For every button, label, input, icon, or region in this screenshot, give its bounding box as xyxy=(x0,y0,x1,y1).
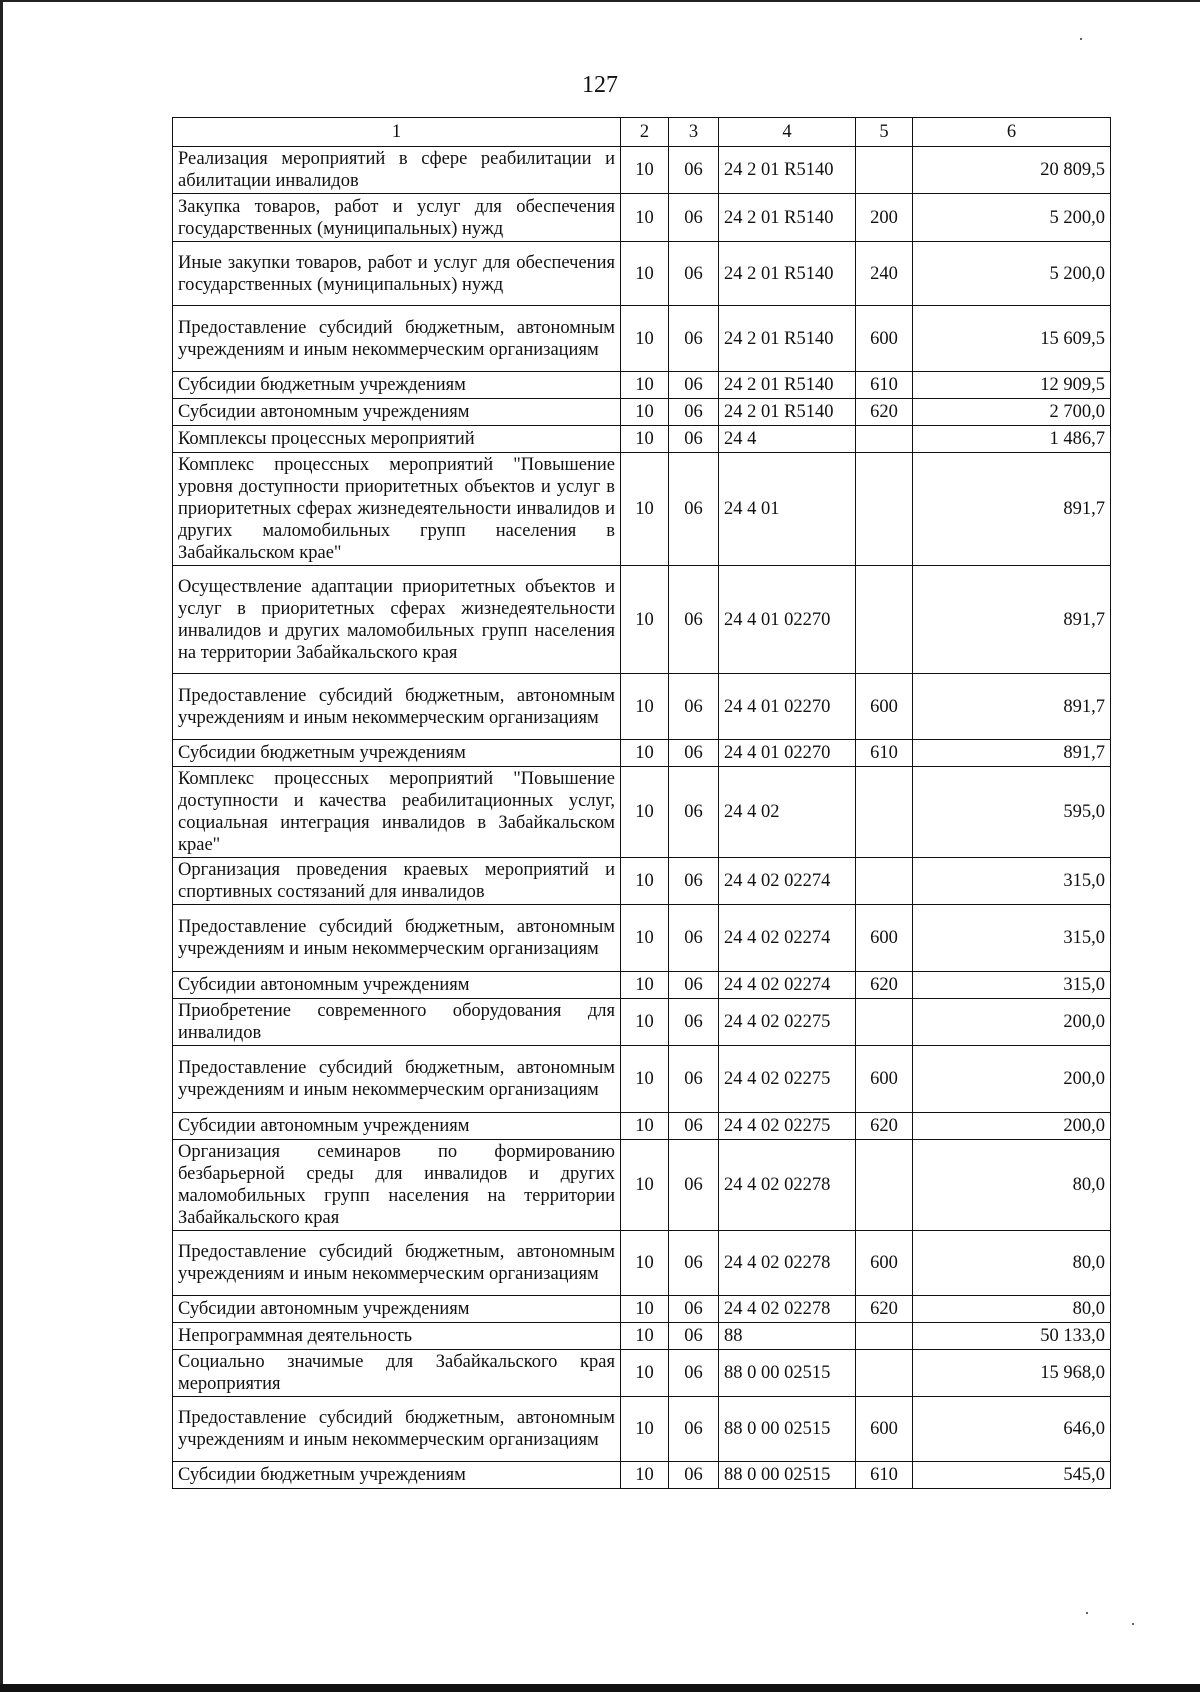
cell-code: 24 2 01 R5140 xyxy=(719,399,856,426)
cell-code: 24 2 01 R5140 xyxy=(719,372,856,399)
cell-name: Организация проведения краевых мероприятий и спортивных состязаний для инвалидов xyxy=(173,858,621,905)
cell-subsection: 06 xyxy=(669,674,719,740)
cell-name: Организация семинаров по формированию безбарьерной среды для инвалидов и других маломобильных групп населения на территории Забайкальского края xyxy=(173,1140,621,1231)
cell-amount: 891,7 xyxy=(913,674,1111,740)
cell-subsection: 06 xyxy=(669,372,719,399)
cell-code: 24 2 01 R5140 xyxy=(719,242,856,306)
cell-type xyxy=(856,426,913,453)
cell-section: 10 xyxy=(621,1231,669,1296)
table-row xyxy=(173,194,1111,242)
cell-type xyxy=(856,1140,913,1231)
cell-section: 10 xyxy=(621,426,669,453)
cell-subsection: 06 xyxy=(669,1231,719,1296)
cell-name: Социально значимые для Забайкальского края мероприятия xyxy=(173,1350,621,1397)
cell-code: 24 2 01 R5140 xyxy=(719,306,856,372)
cell-section: 10 xyxy=(621,1113,669,1140)
scan-speck xyxy=(1080,38,1082,40)
cell-section: 10 xyxy=(621,972,669,999)
cell-section: 10 xyxy=(621,1462,669,1489)
cell-name: Субсидии бюджетным учреждениям xyxy=(173,740,621,767)
cell-amount: 595,0 xyxy=(913,767,1111,858)
table-row xyxy=(173,372,1111,399)
cell-code: 24 4 02 02274 xyxy=(719,858,856,905)
cell-amount: 315,0 xyxy=(913,905,1111,972)
table-row xyxy=(173,767,1111,858)
table-row xyxy=(173,1397,1111,1462)
cell-section: 10 xyxy=(621,767,669,858)
table-row xyxy=(173,1113,1111,1140)
cell-section: 10 xyxy=(621,1397,669,1462)
cell-type: 610 xyxy=(856,1462,913,1489)
cell-code: 24 4 01 xyxy=(719,453,856,566)
cell-section: 10 xyxy=(621,858,669,905)
cell-amount: 1 486,7 xyxy=(913,426,1111,453)
cell-type: 600 xyxy=(856,1231,913,1296)
cell-subsection: 06 xyxy=(669,242,719,306)
cell-amount: 80,0 xyxy=(913,1140,1111,1231)
cell-type: 610 xyxy=(856,740,913,767)
cell-subsection: 06 xyxy=(669,972,719,999)
cell-code: 24 2 01 R5140 xyxy=(719,194,856,242)
cell-name: Субсидии бюджетным учреждениям xyxy=(173,372,621,399)
cell-name: Предоставление субсидий бюджетным, автономным учреждениям и иным некоммерческим организациям xyxy=(173,306,621,372)
cell-type: 620 xyxy=(856,1113,913,1140)
cell-type: 620 xyxy=(856,972,913,999)
table-row xyxy=(173,399,1111,426)
cell-code: 24 4 01 02270 xyxy=(719,674,856,740)
cell-type: 600 xyxy=(856,905,913,972)
cell-code: 24 4 02 02278 xyxy=(719,1140,856,1231)
cell-type xyxy=(856,147,913,194)
table-row xyxy=(173,566,1111,674)
cell-name: Предоставление субсидий бюджетным, автономным учреждениям и иным некоммерческим организациям xyxy=(173,1397,621,1462)
cell-subsection: 06 xyxy=(669,1113,719,1140)
cell-amount: 50 133,0 xyxy=(913,1323,1111,1350)
header-row xyxy=(173,118,1111,147)
cell-section: 10 xyxy=(621,453,669,566)
cell-code: 24 4 02 02275 xyxy=(719,999,856,1046)
cell-subsection: 06 xyxy=(669,306,719,372)
cell-code: 24 4 xyxy=(719,426,856,453)
table-row xyxy=(173,306,1111,372)
cell-code: 24 4 02 02275 xyxy=(719,1113,856,1140)
table-row xyxy=(173,1140,1111,1231)
cell-type xyxy=(856,1350,913,1397)
cell-code: 24 4 01 02270 xyxy=(719,740,856,767)
scan-border-top xyxy=(0,0,1200,2)
cell-type xyxy=(856,566,913,674)
table-row xyxy=(173,426,1111,453)
cell-section: 10 xyxy=(621,674,669,740)
table-row xyxy=(173,1462,1111,1489)
cell-name: Иные закупки товаров, работ и услуг для обеспечения государственных (муниципальных) нужд xyxy=(173,242,621,306)
cell-name: Предоставление субсидий бюджетным, автономным учреждениям и иным некоммерческим организациям xyxy=(173,905,621,972)
cell-type: 600 xyxy=(856,1397,913,1462)
cell-section: 10 xyxy=(621,1350,669,1397)
cell-code: 88 xyxy=(719,1323,856,1350)
table-row xyxy=(173,147,1111,194)
cell-subsection: 06 xyxy=(669,1323,719,1350)
cell-amount: 15 609,5 xyxy=(913,306,1111,372)
cell-code: 24 4 02 02275 xyxy=(719,1046,856,1113)
cell-subsection: 06 xyxy=(669,740,719,767)
cell-name: Предоставление субсидий бюджетным, автономным учреждениям и иным некоммерческим организациям xyxy=(173,1046,621,1113)
cell-name: Осуществление адаптации приоритетных объектов и услуг в приоритетных сферах жизнедеятельности инвалидов и других маломобильных групп населения на территории Забайкальского края xyxy=(173,566,621,674)
cell-section: 10 xyxy=(621,194,669,242)
header-cell-subsection: 3 xyxy=(669,118,719,147)
cell-subsection: 06 xyxy=(669,147,719,194)
cell-name: Субсидии автономным учреждениям xyxy=(173,972,621,999)
cell-code: 24 4 01 02270 xyxy=(719,566,856,674)
scan-border-bottom xyxy=(0,1684,1200,1692)
table-row xyxy=(173,740,1111,767)
cell-type: 620 xyxy=(856,1296,913,1323)
cell-amount: 80,0 xyxy=(913,1231,1111,1296)
cell-amount: 15 968,0 xyxy=(913,1350,1111,1397)
cell-subsection: 06 xyxy=(669,426,719,453)
table-row xyxy=(173,242,1111,306)
cell-name: Субсидии автономным учреждениям xyxy=(173,399,621,426)
table-row xyxy=(173,972,1111,999)
cell-name: Закупка товаров, работ и услуг для обеспечения государственных (муниципальных) нужд xyxy=(173,194,621,242)
cell-section: 10 xyxy=(621,147,669,194)
cell-type: 600 xyxy=(856,1046,913,1113)
cell-name: Предоставление субсидий бюджетным, автономным учреждениям и иным некоммерческим организациям xyxy=(173,1231,621,1296)
cell-section: 10 xyxy=(621,1140,669,1231)
cell-code: 24 4 02 xyxy=(719,767,856,858)
cell-type: 600 xyxy=(856,306,913,372)
cell-section: 10 xyxy=(621,242,669,306)
cell-subsection: 06 xyxy=(669,194,719,242)
cell-amount: 891,7 xyxy=(913,453,1111,566)
cell-subsection: 06 xyxy=(669,1462,719,1489)
cell-section: 10 xyxy=(621,740,669,767)
cell-subsection: 06 xyxy=(669,858,719,905)
cell-name: Субсидии автономным учреждениям xyxy=(173,1296,621,1323)
header-cell-code: 4 xyxy=(719,118,856,147)
cell-amount: 2 700,0 xyxy=(913,399,1111,426)
cell-amount: 315,0 xyxy=(913,858,1111,905)
cell-section: 10 xyxy=(621,306,669,372)
cell-subsection: 06 xyxy=(669,1350,719,1397)
cell-section: 10 xyxy=(621,372,669,399)
header-cell-type: 5 xyxy=(856,118,913,147)
scan-speck xyxy=(1086,1612,1088,1614)
cell-type: 200 xyxy=(856,194,913,242)
cell-section: 10 xyxy=(621,399,669,426)
cell-type: 610 xyxy=(856,372,913,399)
cell-subsection: 06 xyxy=(669,399,719,426)
cell-section: 10 xyxy=(621,905,669,972)
cell-amount: 5 200,0 xyxy=(913,194,1111,242)
table-row xyxy=(173,858,1111,905)
cell-subsection: 06 xyxy=(669,1296,719,1323)
scan-border-left xyxy=(0,0,3,1692)
cell-code: 24 4 02 02274 xyxy=(719,905,856,972)
cell-name: Комплексы процессных мероприятий xyxy=(173,426,621,453)
cell-code: 88 0 00 02515 xyxy=(719,1397,856,1462)
cell-name: Комплекс процессных мероприятий "Повышение уровня доступности приоритетных объектов и услуг в приоритетных сферах жизнедеятельности инвалидов и других маломобильных групп населения в Забайкальском крае" xyxy=(173,453,621,566)
cell-code: 88 0 00 02515 xyxy=(719,1462,856,1489)
cell-code: 24 4 02 02278 xyxy=(719,1296,856,1323)
header-cell-section: 2 xyxy=(621,118,669,147)
cell-amount: 20 809,5 xyxy=(913,147,1111,194)
cell-section: 10 xyxy=(621,1296,669,1323)
cell-amount: 545,0 xyxy=(913,1462,1111,1489)
table-row xyxy=(173,1296,1111,1323)
cell-type xyxy=(856,1323,913,1350)
cell-amount: 5 200,0 xyxy=(913,242,1111,306)
cell-amount: 315,0 xyxy=(913,972,1111,999)
cell-type xyxy=(856,767,913,858)
table-row xyxy=(173,1350,1111,1397)
header-cell-name: 1 xyxy=(173,118,621,147)
cell-type xyxy=(856,999,913,1046)
table-body xyxy=(173,147,1111,1489)
cell-name: Приобретение современного оборудования для инвалидов xyxy=(173,999,621,1046)
cell-type xyxy=(856,453,913,566)
cell-amount: 80,0 xyxy=(913,1296,1111,1323)
cell-section: 10 xyxy=(621,999,669,1046)
cell-code: 24 4 02 02274 xyxy=(719,972,856,999)
cell-type: 600 xyxy=(856,674,913,740)
table-row xyxy=(173,674,1111,740)
cell-type xyxy=(856,858,913,905)
cell-amount: 891,7 xyxy=(913,740,1111,767)
cell-subsection: 06 xyxy=(669,1046,719,1113)
cell-subsection: 06 xyxy=(669,905,719,972)
cell-subsection: 06 xyxy=(669,767,719,858)
cell-type: 240 xyxy=(856,242,913,306)
cell-code: 24 4 02 02278 xyxy=(719,1231,856,1296)
cell-name: Субсидии бюджетным учреждениям xyxy=(173,1462,621,1489)
table-row xyxy=(173,905,1111,972)
cell-section: 10 xyxy=(621,1046,669,1113)
table-header xyxy=(173,118,1111,147)
cell-name: Непрограммная деятельность xyxy=(173,1323,621,1350)
table-row xyxy=(173,1323,1111,1350)
table-row xyxy=(173,453,1111,566)
cell-amount: 891,7 xyxy=(913,566,1111,674)
cell-name: Комплекс процессных мероприятий "Повышение доступности и качества реабилитационных услуг, социальная интеграция инвалидов в Забайкальском крае" xyxy=(173,767,621,858)
table-row xyxy=(173,1046,1111,1113)
header-cell-amount: 6 xyxy=(913,118,1111,147)
page-number: 127 xyxy=(582,72,618,98)
cell-amount: 646,0 xyxy=(913,1397,1111,1462)
cell-type: 620 xyxy=(856,399,913,426)
cell-amount: 12 909,5 xyxy=(913,372,1111,399)
scan-speck xyxy=(1132,1623,1134,1625)
cell-section: 10 xyxy=(621,566,669,674)
budget-table xyxy=(172,117,1111,1489)
cell-subsection: 06 xyxy=(669,999,719,1046)
cell-subsection: 06 xyxy=(669,1140,719,1231)
cell-code: 88 0 00 02515 xyxy=(719,1350,856,1397)
cell-name: Субсидии автономным учреждениям xyxy=(173,1113,621,1140)
cell-subsection: 06 xyxy=(669,1397,719,1462)
table-row xyxy=(173,1231,1111,1296)
cell-code: 24 2 01 R5140 xyxy=(719,147,856,194)
cell-name: Предоставление субсидий бюджетным, автономным учреждениям и иным некоммерческим организациям xyxy=(173,674,621,740)
cell-subsection: 06 xyxy=(669,453,719,566)
cell-section: 10 xyxy=(621,1323,669,1350)
cell-amount: 200,0 xyxy=(913,1046,1111,1113)
cell-amount: 200,0 xyxy=(913,1113,1111,1140)
cell-subsection: 06 xyxy=(669,566,719,674)
cell-amount: 200,0 xyxy=(913,999,1111,1046)
cell-name: Реализация мероприятий в сфере реабилитации и абилитации инвалидов xyxy=(173,147,621,194)
table-row xyxy=(173,999,1111,1046)
